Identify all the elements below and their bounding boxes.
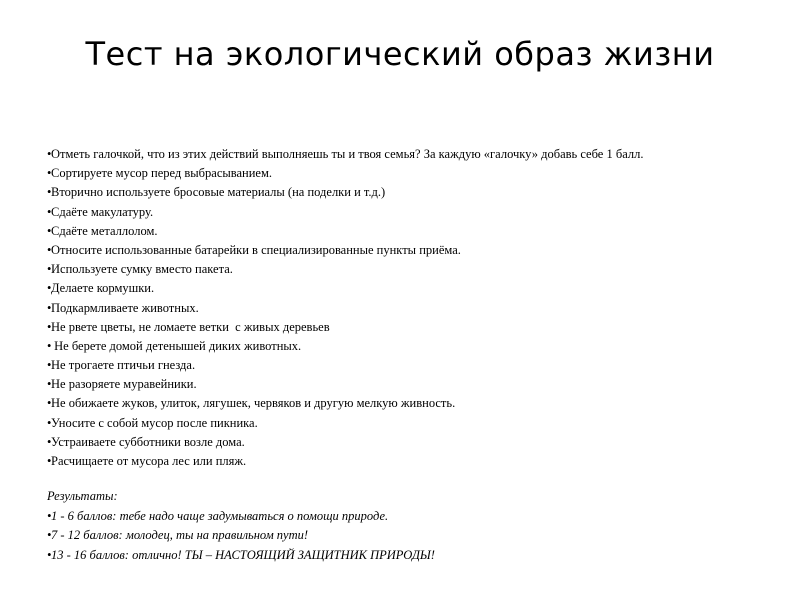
bullet-icon: • <box>47 396 52 411</box>
bullet-icon: • <box>47 204 52 219</box>
result-item <box>47 507 767 526</box>
bullet-icon: • <box>47 528 52 543</box>
list-item <box>47 318 767 337</box>
list-item <box>47 164 767 183</box>
list-item-text: Относите использованные батарейки в специализированные пункты приёма. <box>51 242 461 257</box>
list-item <box>47 145 767 164</box>
list-item-text: Не обижаете жуков, улиток, лягушек, червяков и другую мелкую живность. <box>51 396 456 411</box>
list-item <box>47 279 767 298</box>
list-item-text: Сдаёте металлолом. <box>51 223 158 238</box>
result-item <box>47 546 767 565</box>
list-item-text: Используете сумку вместо пакета. <box>51 262 233 277</box>
list-item <box>47 241 767 260</box>
list-item-text: Уносите с собой мусор после пикника. <box>51 415 258 430</box>
bullet-icon: • <box>47 509 52 524</box>
result-item-text: 13 - 16 баллов: отлично! ТЫ – НАСТОЯЩИЙ ЗАЩИТНИК ПРИРОДЫ! <box>51 547 435 562</box>
bullet-icon: • <box>47 319 52 334</box>
bullet-icon: • <box>47 415 52 430</box>
bullet-icon: • <box>47 358 52 373</box>
bullet-icon: • <box>47 147 52 161</box>
list-item <box>47 183 767 202</box>
list-item-text: Вторично используете бросовые материалы (на поделки и т.д.) <box>51 185 386 200</box>
bullet-icon: • <box>47 434 52 449</box>
bullet-icon: • <box>47 377 52 392</box>
results-section <box>47 485 767 565</box>
list-item-text: Устраиваете субботники возле дома. <box>51 434 245 449</box>
results-list <box>47 507 767 565</box>
list-item <box>47 337 767 356</box>
list-item-text: Отметь галочкой, что из этих действий выполняешь ты и твоя семья? За каждую «галочку» добавь себе 1 балл. <box>51 147 644 161</box>
bullet-icon: • <box>47 185 52 200</box>
list-item <box>47 260 767 279</box>
list-item <box>47 222 767 241</box>
bullet-icon: • <box>47 242 52 257</box>
list-item-text: Сдаёте макулатуру. <box>51 204 154 219</box>
list-item-text: Не рвете цветы, не ломаете ветки с живых деревьев <box>51 319 330 334</box>
list-item-text: Не разоряете муравейники. <box>51 377 197 392</box>
list-item-text: Расчищаете от мусора лес или пляж. <box>51 454 247 468</box>
result-item-text: 1 - 6 баллов: тебе надо чаще задумываться о помощи природе. <box>51 509 389 524</box>
list-item <box>47 356 767 375</box>
bullet-icon: • <box>47 166 52 181</box>
slide-content <box>47 145 767 565</box>
results-heading: Результаты: <box>47 489 118 504</box>
list-item <box>47 299 767 318</box>
list-item <box>47 433 767 452</box>
list-item-text: Делаете кормушки. <box>51 281 155 296</box>
bullet-icon: • <box>47 223 52 238</box>
slide-title: Тест на экологический образ жизни <box>85 35 715 73</box>
result-item <box>47 526 767 545</box>
result-item-text: 7 - 12 баллов: молодец, ты на правильном пути! <box>51 528 309 543</box>
list-item <box>47 414 767 433</box>
bullet-icon: • <box>47 547 52 562</box>
list-item-text: Сортируете мусор перед выбрасыванием. <box>51 166 273 181</box>
list-item-text: Не берете домой детенышей диких животных. <box>51 338 302 353</box>
list-item <box>47 203 767 222</box>
list-item <box>47 375 767 394</box>
bullet-icon: • <box>47 281 52 296</box>
list-item <box>47 394 767 413</box>
list-item-text: Подкармливаете животных. <box>51 300 199 315</box>
list-item-text: Не трогаете птичьи гнезда. <box>51 358 196 373</box>
bullet-icon: • <box>47 300 52 315</box>
bullet-icon: • <box>47 338 52 353</box>
list-item <box>47 452 767 471</box>
checklist <box>47 145 767 471</box>
bullet-icon: • <box>47 454 52 468</box>
bullet-icon: • <box>47 262 52 277</box>
